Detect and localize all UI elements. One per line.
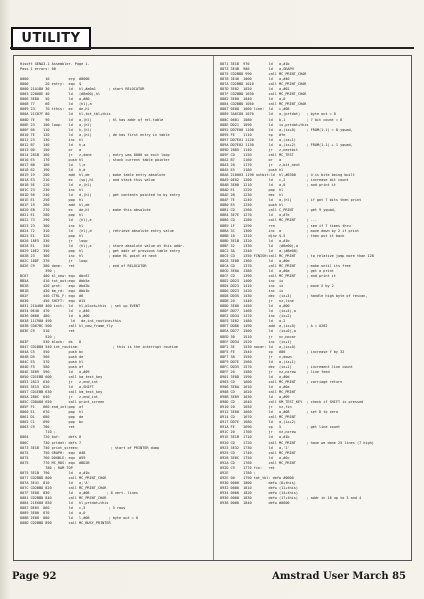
listing-line: 8038 11C980 490 ld de,int_routine+this: [20, 319, 122, 324]
listing-line: 8036 0600 480 ld b,#00: [20, 314, 90, 319]
listing-line: 88B1 CD 1260 call C_PRINT ; get 9 yquad,: [220, 208, 336, 213]
listing-line: 804B D5 560 push de: [20, 354, 84, 359]
listing-line: 88DB 20 1440 jr nz,line: [220, 299, 294, 304]
listing-line: 8912 3E08 1660 ld a,#08 ; set D to zero: [220, 410, 339, 415]
listing-line: 887A CD2BBD 1010 call MC_PRINT_CHAR: [220, 82, 307, 87]
listing-line: 88A9 0E02 1200 ld c,2 ; increase bit count: [220, 178, 349, 183]
listing-line: 88F9 DD7E 1560 ld a,(ix+1): [220, 359, 296, 364]
listing-line: 889A DD7E02 1130 ld a,(ix+2) ; FROM(1-1) + 1 yquad,: [220, 142, 353, 147]
listing-line: 88AD E1 1220 pop hl: [220, 188, 284, 193]
listing-line: 890B 3E09 1630 ld a,#09: [220, 395, 290, 400]
listing-line: BC67 400 kl_new: equ #bc67: [20, 273, 90, 278]
listing-line: 801F 19 260 add hl,de: [20, 203, 90, 208]
listing-line: 8889 3A6C80 1070 ld a,(prtdat) ; byte out = 0: [220, 112, 336, 117]
listing-line: 8928 3E0C 1750 ld a,#0c: [220, 455, 290, 460]
listing-line: 8053 2813 610 jr z,end_int: [20, 379, 98, 384]
listing-line: 892E 1780 ;: [220, 470, 256, 475]
listing-line: 802E C9 380 done: ret ; end of RELOCATOR: [20, 263, 147, 268]
listing-line: 88B9 1F 1290 rra ; see if 7 times thru: [220, 223, 351, 228]
listing-line: 88DF DD77 1460 ld (ix+4),a: [220, 309, 296, 314]
listing-line: 8920 CD 1720 call MC_PRINT ; have we done 25 lines (7 high): [220, 440, 374, 445]
listing-line: 88E7 DD86 1490 add a,(ix+0) ; A = A282: [220, 324, 328, 329]
listing-line: 390 ;: [20, 268, 56, 273]
assembly-listing: [13, 55, 412, 561]
listing-line: 8887 0E08 1060 line: ld c,#08: [220, 107, 290, 112]
listing-line: 808B 2E08 880 ld l,#08 ; byte out = 0: [20, 516, 139, 521]
listing-line: 8019 19 200 add hl,de ; make table entry absolute: [20, 173, 166, 178]
listing-line: 8938 0000 1840 defw #0000: [220, 501, 290, 506]
listing-line: 891E 3E1B 1710 ld a,#1b: [220, 435, 290, 440]
listing-line: 800F 66 110 ld h,(hl): [20, 127, 92, 132]
listing-line: 8936 0000 1830 defw (17+this) ; addr in 16 up to 3 and 4: [220, 496, 362, 501]
listing-line: 8908 CD 1620 call MC_PRINT: [220, 390, 296, 395]
header-rule: [10, 47, 414, 49]
listing-line: 8871 3E1B 970 ld a,#1b: [220, 62, 290, 66]
listing-line: 88C8 3E0D 1360 ld a,#0d: [220, 258, 290, 263]
listing-line: 891C 20 1700 jr nz,nxrow: [220, 430, 296, 435]
listing-line: 520 ;: [20, 334, 56, 339]
listing-line: 807C CD2BBD 820 call MC_PRINT_CHAR: [20, 485, 107, 490]
listing-line: 8030 450 SHIFT: equ #15: [20, 299, 86, 304]
listing-line: 8895 FE 1110 cp #fe: [220, 132, 286, 137]
listing-line: 8022 73 290 ld (hl),e: [20, 218, 92, 223]
listing-line: 88D4 DD23 1410 inc ix ; move X by 2: [220, 284, 334, 289]
listing-line: 8009 23 70 tthis: ex de,hl: [20, 107, 90, 112]
listing-line: 88FF 20 1580 jr nz,nxrow ; line feed: [220, 369, 330, 374]
listing-line: 802B 23 360 inc hl ; make HL point at next: [20, 253, 157, 258]
listing-line: 889D 2805 1140 jr z,nextbit: [220, 147, 298, 152]
listing-line: 8011 23 130 inc hl: [20, 137, 84, 142]
listing-line: 88DD 3E00 1450 ld a,#00: [220, 304, 290, 309]
listing-line: 804A C5 550 push bc: [20, 349, 84, 354]
listing-line: 88BF 32 1330 ld (#8e00),a: [220, 243, 298, 248]
listing-line: 88D2 DD23 1400 inc ix: [220, 279, 284, 284]
listing-line: 8075 770 MC_RDS: equ #BD2B: [20, 460, 90, 465]
listing-line: 805A 280C 640 jr z,end_int: [20, 395, 98, 400]
listing-line: 88AB 3E00 1210 ld a,0 ; and print it: [220, 183, 336, 188]
listing-line: 88AE 2B 1230 dec hl: [220, 193, 284, 198]
listing-line: 8034 0E40 470 ld c,#40: [20, 309, 90, 314]
listing-line: 8084 21E680 850 ld hl,prtdat+this: [20, 501, 109, 506]
listing-line: 802C 18DF 370 jr loop: [20, 258, 88, 263]
listing-line: 8910 20 1650 jr nz,fin: [220, 405, 292, 410]
listing-line: 8075 750 GRAPH: equ #4B: [20, 450, 86, 455]
listing-line: 890D CD 1640 call KM_TEST_KEY ; check if SHIFT is pressed: [220, 400, 364, 405]
listing-line: 8003 22008E 40 ld (#8e00),hl: [20, 92, 101, 97]
listing-line: 8013 00 150 or a: [20, 147, 82, 152]
listing-line: 807A 3E41 810 ld a,'A': [20, 480, 90, 485]
listing-line: 8925 CD 1740 call MC_PRINT: [220, 450, 296, 455]
listing-line: 8023 23 300 inc hl: [20, 223, 84, 228]
listing-line: 88A3 28 1170 jr z,bit_next: [220, 162, 301, 167]
listing-line: 8016 E5 170 push hl ; stack current table pointer: [20, 157, 170, 162]
listing-line: 8884 CD2BBD 1050 call MC_PRINT_CHAR: [220, 102, 307, 107]
listing-line: 88B4 3E7E 1270 ld a,#7e: [220, 213, 290, 218]
listing-column-left: [20, 62, 206, 526]
listing-line: 88CA CD 1370 call MC_PRINT ; make until its free: [220, 263, 351, 268]
listing-line: 801C 23 230 inc hl: [20, 188, 84, 193]
listing-line: 0000 10 org #8000: [20, 77, 90, 82]
listing-line: 8917 DD7E 1680 ld a,(ix+2): [220, 420, 296, 425]
listing-line: 8006 3E80 50 ld a,#80: [20, 97, 90, 102]
listing-line: 8089 3E00 870 ld a,0: [20, 511, 86, 516]
listing-line: 8077 CD2BBD 800 call MC_PRINT_CHAR: [20, 475, 107, 480]
listing-line: 8028 E1 340 ld (hl),e ; store absolute value at this addr.: [20, 243, 185, 248]
listing-line: 888C 0601 1080 ld b,1 ; 7 bit count = 8: [220, 117, 343, 122]
listing-line: 88B6 CD 1280 call MC_PRINT ; ...: [220, 218, 317, 223]
listing-line: 88EA DD77 1500 ld (ix+0),a: [220, 329, 296, 334]
listing-line: 780 ; RAM TOP: [20, 465, 73, 470]
listing-line: 8901 3E0D 1590 ld a,#0d: [220, 374, 290, 379]
listing-line: Hisoft GENA3.1 Assembler. Page 1.: [20, 62, 90, 66]
listing-line: 888E DD21 1090 ld ix,prtdat+this: [220, 122, 309, 127]
listing-line: 891A FE 1690 cp 5 ; get line count: [220, 425, 341, 430]
listing-line: 8062 C1 690 pop bc: [20, 420, 84, 425]
listing-line: 8932 0000 1810 defw (11+this): [220, 485, 298, 490]
listing-line: 88EF DD34 1520 inc (ix+1): [220, 339, 292, 344]
listing-line: 8047 CD1B80 540 int_routine: ; this is the interrupt routine: [20, 344, 179, 349]
magazine-issue: Amstrad User March 85: [272, 571, 406, 582]
listing-line: BD2B 420 prnt: equ #bd2b: [20, 284, 90, 289]
listing-line: 803B CD67BC 500 call kl_new_frame_fly: [20, 324, 113, 329]
listing-line: 805C CD8A80 650 call print_screen: [20, 400, 105, 405]
listing-line: 808D CD2BBD 890 call MC_BUSY_PRINTER: [20, 521, 111, 526]
listing-line: 8934 0000 1820 defw (14+this): [220, 490, 298, 495]
listing-line: 8017 6B 180 ld l,e: [20, 162, 86, 167]
listing-line: 8087 0E05 860 ld c,5 ; 5 rows: [20, 506, 126, 511]
listing-line: 8057 CD1EBB 630 call km_test_key: [20, 390, 103, 395]
listing-line: 88BD 3E1B 1320 ld a,#1b: [220, 238, 290, 243]
listing-line: 88E2 DD34 1470 inc (ix+2): [220, 314, 292, 319]
listing-line: 8000 21A180 30 ld hl,#a0a1 ; start RELOCATOR: [20, 87, 145, 92]
listing-line: 801B 5E 220 ld e,(hl): [20, 183, 92, 188]
listing-line: 88F2 3E 1530 nocar: ld a,(ix+0): [220, 344, 296, 349]
listing-line: 8061 D1 680 pop de: [20, 415, 84, 420]
listing-line: 88FC DD35 1570 dec (ix+1) ; increment line count: [220, 364, 353, 369]
listing-line: 8055 3E15 620 ld a,SHIFT: [20, 385, 94, 389]
listing-line: 88F5 FE 1540 cp #80 ; increase Y by 32: [220, 349, 345, 354]
listing-line: 88A2 B7 1160 or a: [220, 157, 282, 162]
listing-line: 88F7 38 1550 jr c,down: [220, 354, 292, 359]
listing-line: 8897 DD7E01 1120 ld a,(ix+1): [220, 137, 296, 142]
listing-line: 8029 18E2 350 pop hl ; get addr of previous table entry: [20, 248, 181, 253]
listing-line: 804E 3E09 590 ld a,#09: [20, 369, 90, 374]
listing-line: 88D8 DD35 1430 dec (ix+3) ; handle high byte of rescan,: [220, 294, 368, 299]
listing-line: 88D6 DD23 1420 inc ix: [220, 289, 284, 294]
listing-line: 892E 00 1790 tot_tbl: defw #0000: [220, 475, 294, 480]
listing-line: 807F 3E08 830 ld a,#08 ; 8 vert. lines: [20, 490, 139, 495]
listing-line: 8020 EB 270 ex de,hl ; make this absolute: [20, 208, 151, 213]
listing-line: 88C2 3A 1340 ld a,(#8e00): [220, 248, 298, 253]
listing-line: 8930 0000 1800 defw (8+this): [220, 480, 296, 485]
page-number: Page 92: [12, 571, 57, 582]
listing-line: 710 ;: [20, 430, 56, 435]
listing-line: 8906 3E0A 1610 ld a,#0a: [220, 385, 290, 389]
listing-line: 801E E1 250 pop hl: [20, 198, 84, 203]
listing-line: 88AF 7E 1240 ld a,(hl) ; if got 7 bits then print: [220, 198, 362, 203]
listing-line: Pass 1 errors: 00: [20, 67, 56, 72]
listing-line: 806C 730 prtdat: defs 7: [20, 440, 82, 445]
listing-line: 8875 CD2BBD 990 call MC_PRINT_CHAR: [220, 72, 307, 77]
listing-line: 802F 440 CTRL_F: equ #6: [20, 294, 84, 299]
listing-line: 800A 21C87F 80 ld hl,tot_tbl+this: [20, 112, 111, 117]
listing-line: 804C E5 570 push hl: [20, 359, 84, 364]
listing-line: 8873 3E4B 980 ld a,GRAPH: [220, 67, 294, 72]
column-divider: [213, 56, 214, 560]
listing-line: 8064 720 buf: defs 8: [20, 435, 82, 440]
listing-line: 8081 CD2BBD 840 call MC_PRINT_CHAR: [20, 496, 107, 501]
listing-line: 8010 7E 120 ld a,(hl) ; de has first entry in table: [20, 132, 170, 137]
listing-line: 8018 62 190 ld h,d: [20, 167, 86, 172]
listing-line: 8075 760 DOUBLE: equ #59: [20, 455, 86, 460]
listing-line: BB5A 410 txt_out:equ #bb5a: [20, 279, 90, 284]
listing-line: 887F CD2BBD 1030 call MC_PRINT_CHAR: [220, 92, 307, 97]
listing-line: 8050 CD1EBB 600 call km_test_key: [20, 374, 103, 379]
listing-line: 8024 72 310 ld (hl),d ; retrieve absolute entry value: [20, 228, 174, 233]
listing-line: 88B0 E5 1250 push hl: [220, 203, 284, 208]
listing-line: 8878 3E40 1000 ld a,#40: [220, 77, 290, 82]
listing-line: 892D C9 1770 fin: ret: [220, 465, 275, 470]
listing-line: 800E 23 100 loop: ld a,(hl): [20, 122, 92, 127]
listing-line: 88E5 3E02 1480 ld a,2: [220, 319, 286, 324]
listing-line: 8031 21A480 460 init: ld hl,block+this ; set up EVENT: [20, 304, 141, 309]
section-title: UTILITY: [11, 27, 91, 50]
listing-line: 801D 56 240 ld d,(hl) ; get contents pointed to by entry: [20, 193, 181, 198]
listing-line: 8000 20 entry: equ $: [20, 82, 82, 87]
listing-line: 8021 E1 280 pop hl: [20, 213, 84, 218]
listing-line: 8025 E1 320 pop hl: [20, 233, 84, 238]
listing-line: 887D 3E02 1020 ld a,#02: [220, 87, 290, 92]
listing-line: BB1B 430 km_rd: equ #bb1b: [20, 289, 90, 294]
listing-line: 8063 C9 700 ret: [20, 425, 75, 430]
listing-line: 803E C9 510 ret: [20, 329, 75, 334]
listing-line: 88A6 210003 1190 nxtbit:ld hl,#0300 ; 4 is bite being built: [220, 173, 355, 178]
listing-line: 8075 3E1B 790 ld a,#1b: [20, 470, 90, 475]
listing-line: 8008 77 60 ld (hl),a: [20, 102, 92, 107]
listing-line: 8882 3E00 1040 ld a,0: [220, 97, 286, 102]
listing-line: 8012 B7 140 ld h,a: [20, 142, 86, 147]
listing-column-right: [220, 62, 406, 506]
listing-line: 88CF CD 1390 call MC_PRINT ; and print it: [220, 273, 336, 278]
listing-line: 800D 7E 90 ld a,(hl) ; hl has addr of rel.table: [20, 117, 164, 122]
listing-line: 803F 530 block: ds 8: [20, 339, 82, 344]
listing-line: 8892 DD7E00 1100 ld a,(ix+0) ; FROM(1-1) = 8 yquad,: [220, 127, 353, 132]
listing-line: 8014 281B 160 jr z,done ; entry was 0000 so exit loop: [20, 152, 170, 157]
listing-line: 8914 CD 1670 call MC_PRINT: [220, 415, 296, 420]
listing-line: 8060 E1 670 pop hl: [20, 410, 84, 415]
listing-line: 8903 CD 1600 call MC_PRINT ; carriage return: [220, 379, 343, 384]
listing-line: 88A5 E5 1180 push hl: [220, 167, 284, 172]
listing-line: 804D F5 580 push af: [20, 364, 84, 369]
listing-line: 88C5 CD 1350 FINISH:call MC_PRINT ; to relative jump more than 128: [220, 253, 374, 258]
listing-line: 88BB 10 1310 djnz $-5 ; then put it back: [220, 233, 345, 238]
listing-line: 88CD 3E0A 1380 ld a,#0a ; get a print: [220, 268, 334, 273]
listing-line: 8026 18E5 330 jr loop: [20, 238, 88, 243]
listing-line: 88ED 30 1510 jr nc,nocar: [220, 334, 296, 339]
listing-line: 8923 3E32 1730 ld a,'2': [220, 445, 290, 450]
listing-line: 88BA 3C 1300 inc a ; move down by 2 if print: [220, 228, 360, 233]
listing-line: 8073 3E1B 740 print_screen: ; start of PRINTER dump: [20, 445, 160, 450]
listing-line: 805F F1 660 end_int:pop af: [20, 405, 84, 410]
listing-line: 801A E3 210 ex (sp),hl ; and stack this value: [20, 178, 155, 183]
listing-line: 892A CD 1760 call MC_PRINT: [220, 460, 296, 465]
listing-line: 889F CD 1150 call MC_TEST: [220, 152, 294, 157]
